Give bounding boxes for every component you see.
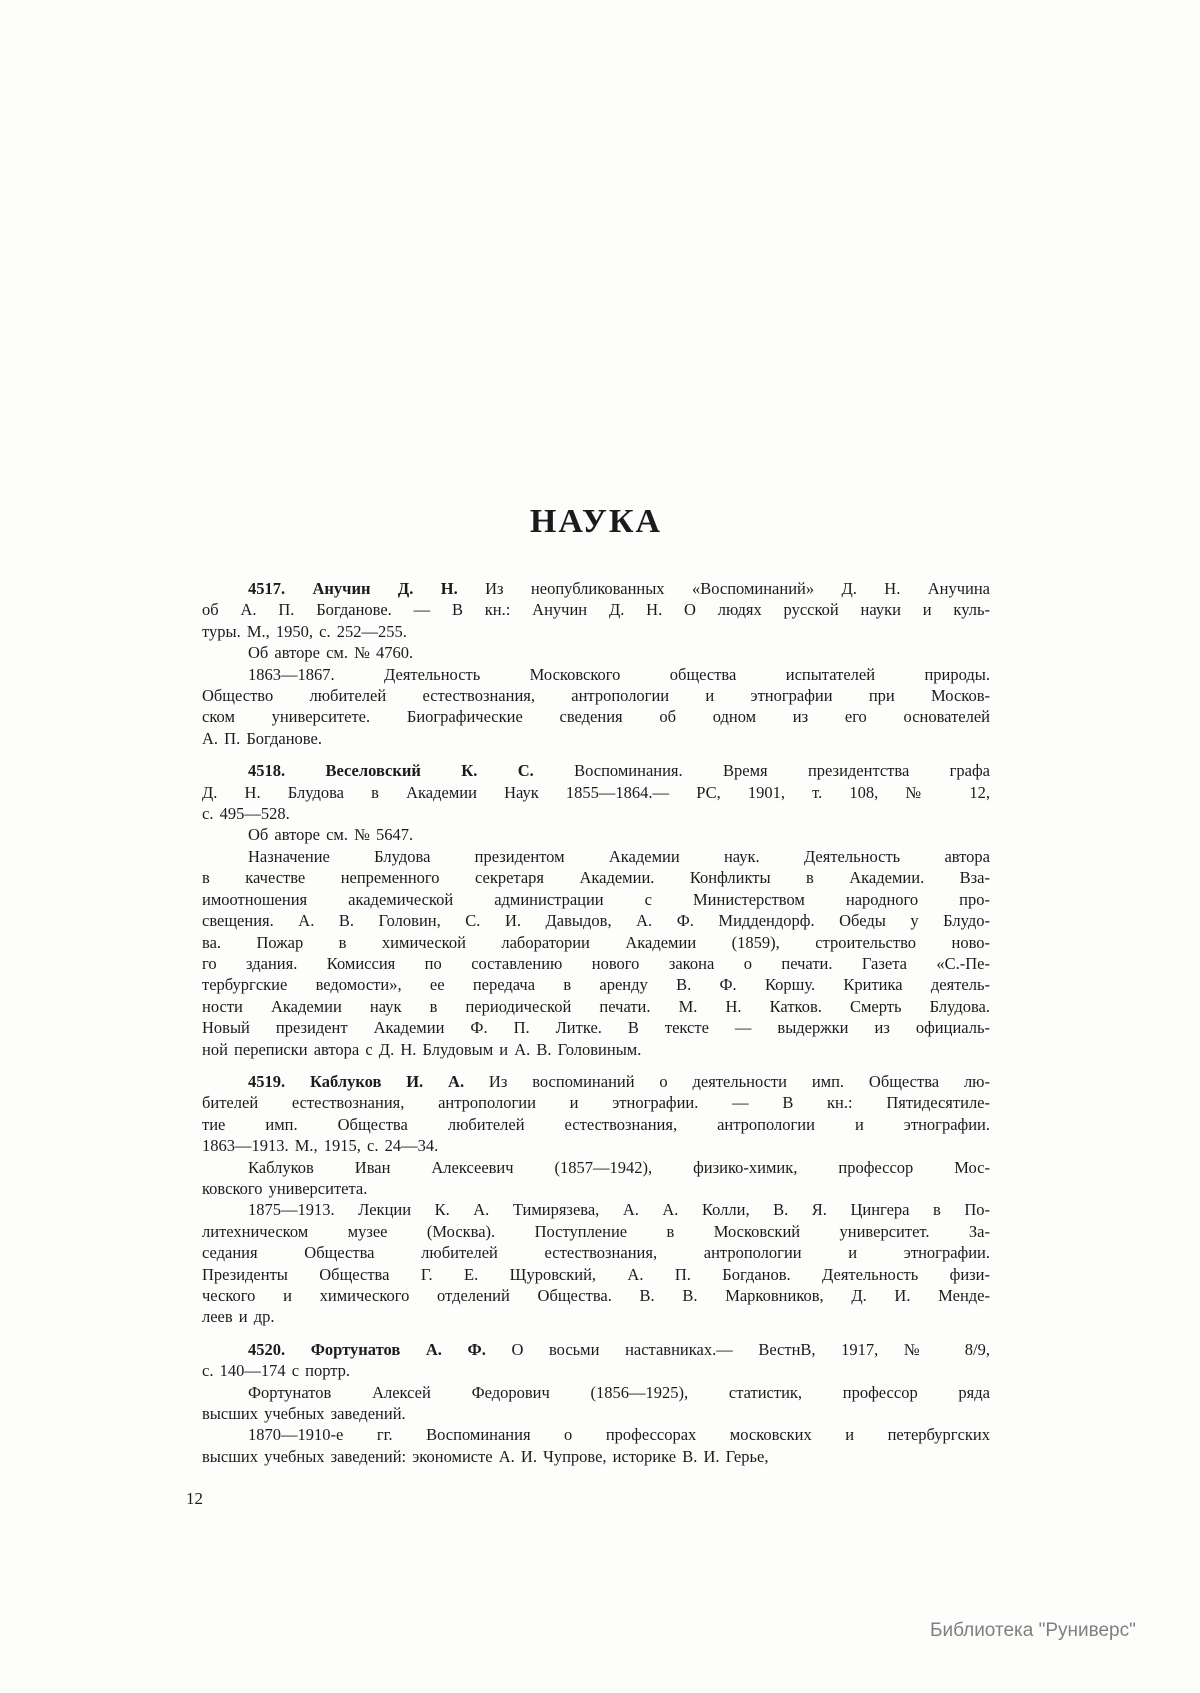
- text-line: в качестве непременного секретаря Академии. Конфликты в Академии. Вза-: [202, 868, 990, 888]
- text-line: ковского университета.: [202, 1178, 368, 1198]
- text-line: высших учебных заведений.: [202, 1404, 406, 1424]
- text-line: Фортунатов Алексей Федорович (1856—1925), статистик, профессор ряда: [248, 1382, 990, 1402]
- text-line: Об авторе см. № 4760.: [248, 643, 414, 663]
- text-line: Об авторе см. № 5647.: [248, 825, 414, 845]
- entry-4517: [202, 578, 990, 749]
- text-line: Президенты Общества Г. Е. Щуровский, А. П. Богданов. Деятельность физи-: [202, 1264, 990, 1284]
- text-line: А. П. Богданове.: [202, 728, 322, 748]
- text-line: литехническом музее (Москва). Поступление в Московский университет. За-: [202, 1221, 990, 1241]
- text-line: 1863—1867. Деятельность Московского общества испытателей природы.: [248, 664, 990, 684]
- text-line: ческого и химического отделений Общества. В. В. Марковников, Д. И. Менде-: [202, 1286, 990, 1305]
- text-line: бителей естествознания, антропологии и этнографии. — В кн.: Пятидесятиле-: [202, 1093, 990, 1113]
- entry-4518: [202, 760, 990, 1060]
- text-line: ском университете. Биографические сведения об одном из его основателей: [202, 707, 990, 727]
- text-line: 1875—1913. Лекции К. А. Тимирязева, А. А. Колли, В. Я. Цингера в По-: [248, 1200, 990, 1220]
- entry-author-bold: 4517. Анучин Д. Н.: [248, 579, 458, 598]
- text-line: Д. Н. Блудова в Академии Наук 1855—1864.— РС, 1901, т. 108, № 12,: [202, 782, 990, 802]
- text-line: с. 140—174 с портр.: [202, 1361, 351, 1381]
- text-line: Общество любителей естествознания, антропологии и этнографии при Москов-: [202, 686, 990, 706]
- entry-author-bold: 4518. Веселовский К. С.: [248, 761, 534, 781]
- text-line: 4517. Анучин Д. Н. Из неопубликованных «Воспоминаний» Д. Н. Анучина: [248, 579, 990, 598]
- text-line: с. 495—528.: [202, 804, 290, 824]
- entry-author-bold: 4520. Фортунатов А. Ф.: [248, 1339, 486, 1359]
- watermark: Библиотека "Руниверс": [930, 1620, 1136, 1641]
- text-line: седания Общества любителей естествознания, антропологии и этнографии.: [202, 1243, 990, 1263]
- text-line: го здания. Комиссия по составлению нового закона о печати. Газета «С.-Пе-: [202, 953, 990, 973]
- page-number: 12: [186, 1489, 203, 1508]
- entry-4519: [202, 1071, 990, 1328]
- text-line: 4518. Веселовский К. С. Воспоминания. Время президентства графа: [248, 761, 990, 781]
- text-line: тие имп. Общества любителей естествознания, антропологии и этнографии.: [202, 1114, 990, 1134]
- text-line: 1870—1910-е гг. Воспоминания о профессорах московских и петербургских: [248, 1425, 990, 1445]
- text-line: 4520. Фортунатов А. Ф. О восьми наставниках.— ВестнВ, 1917, № 8/9,: [248, 1339, 990, 1359]
- entry-author-bold: 4519. Каблуков И. А.: [248, 1071, 465, 1091]
- text-line: ности Академии наук в периодической печати. М. Н. Катков. Смерть Блудова.: [202, 996, 990, 1016]
- entry-4520: [202, 1339, 990, 1467]
- page-title: НАУКА: [529, 502, 663, 540]
- text-line: высших учебных заведений: экономисте А. И. Чупрове, историке В. И. Герье,: [202, 1446, 769, 1466]
- text-line: ва. Пожар в химической лаборатории Академии (1859), строительство ново-: [202, 932, 990, 952]
- text-line: Каблуков Иван Алексеевич (1857—1942), физико-химик, профессор Мос-: [248, 1157, 990, 1177]
- text-line: 1863—1913. М., 1915, с. 24—34.: [202, 1136, 439, 1156]
- text-line: 4519. Каблуков И. А. Из воспоминаний о деятельности имп. Общества лю-: [248, 1071, 990, 1091]
- text-line: свещения. А. В. Головин, С. И. Давыдов, А. Ф. Миддендорф. Обеды у Блудо-: [202, 911, 990, 931]
- bibliography-entries: [202, 578, 990, 1478]
- text-line: леев и др.: [202, 1307, 275, 1327]
- text-line: ной переписки автора с Д. Н. Блудовым и А. В. Головиным.: [202, 1039, 642, 1059]
- text-line: имоотношения академической администрации с Министерством народного про-: [202, 889, 990, 909]
- text-line: об А. П. Богданове. — В кн.: Анучин Д. Н. О людях русской науки и куль-: [202, 600, 990, 620]
- text-line: туры. М., 1950, с. 252—255.: [202, 621, 407, 641]
- text-line: тербургские ведомости», ее передача в аренду В. Ф. Коршу. Критика деятель-: [202, 975, 990, 995]
- text-line: Новый президент Академии Ф. П. Литке. В тексте — выдержки из официаль-: [202, 1018, 990, 1038]
- text-line: Назначение Блудова президентом Академии наук. Деятельность автора: [248, 846, 990, 866]
